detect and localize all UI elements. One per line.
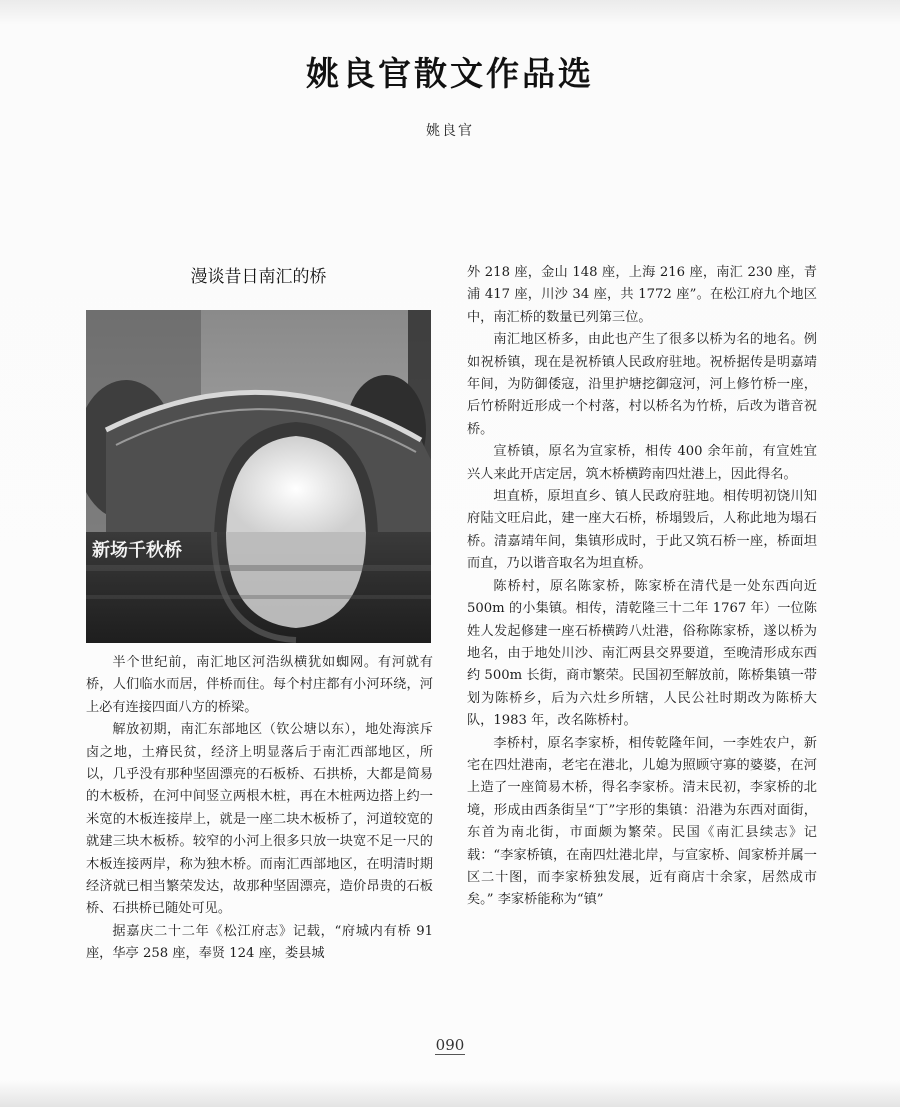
paragraph: 李桥村，原名李家桥，相传乾隆年间，一李姓农户，新宅在四灶港南，老宅在港北，儿媳为照顾守寡的婆婆，在河上造了一座简易木桥，得名李家桥。清末民初，李家桥的北境，形成由西条街呈“丁”字形的集镇：沿港为东西对面街，东首为南北街，市面颇为繁荣。民国《南汇县续志》记载：“李家桥镇，在南四灶港北岸，与宣家桥、闾家桥并属一区二十图，而李家桥独发展，近有商店十余家，居然成市矣。” 李家桥能称为“镇” — [467, 735, 817, 908]
bridge-photo — [86, 310, 431, 643]
article-body-left-column — [86, 652, 433, 966]
article-title: 漫谈昔日南汇的桥 — [190, 267, 327, 287]
page-number — [0, 1036, 900, 1054]
page-number-value: 090 — [435, 1036, 465, 1054]
book-title: 姚良官散文作品选 — [306, 54, 594, 93]
author-name: 姚良官 — [426, 123, 474, 139]
paragraph: 宣桥镇，原名为宣家桥，相传 400 余年前，有宣姓宜兴人来此开店定居，筑木桥横跨南四灶港上，因此得名。 — [467, 444, 817, 482]
paragraph: 陈桥村，原名陈家桥，陈家桥在清代是一处东西向近 500m 的小集镇。相传，清乾隆三十二年 1767 年）一位陈姓人发起修建一座石桥横跨八灶港，俗称陈家桥，遂以桥为地名，由于地处川沙、南汇两县交界要道，至晚清形成东西约 500m 长街，商市繁荣。民国初至解放前，陈桥集镇一带划为陈桥乡，后为六灶乡所辖，人民公社时期改为陈桥大队，1983 年，改名陈桥村。 — [467, 578, 817, 729]
photo-caption: 新场千秋桥 — [92, 540, 182, 561]
paragraph: 半个世纪前，南汇地区河浩纵横犹如蜘网。有河就有桥，人们临水而居，伴桥而住。每个村庄都有小河环绕，河上必有连接四面八方的桥梁。 — [86, 655, 433, 715]
paragraph: 据嘉庆二十二年《松江府志》记载，“府城内有桥 91 座，华亭 258 座，奉贤 124 座，娄县城 — [86, 923, 433, 962]
paragraph: 南汇地区桥多，由此也产生了很多以桥为名的地名。例如祝桥镇，现在是祝桥镇人民政府驻地。祝桥据传是明嘉靖年间，为防御倭寇，沿里护塘挖御寇河，河上修竹桥一座，后竹桥附近形成一个村落，村以桥名为竹桥，后改为谐音祝桥。 — [467, 332, 817, 437]
article-body-right-column — [467, 262, 817, 912]
paragraph: 解放初期，南汇东部地区（钦公塘以东），地处海滨斥卤之地，土瘠民贫，经济上明显落后于南汇西部地区，所以，几乎没有那种坚固漂亮的石板桥、石拱桥，大都是简易的木板桥，在河中间竖立两根木桩，再在木桩两边搭上约一米宽的木板连接岸上，就是一座二块木板桥了，河道较宽的就建三块木板桥。较窄的小河上很多只放一块宽不足一尺的木板连接两岸，称为独木桥。而南汇西部地区，在明清时期经济就已相当繁荣发达，故那种坚固漂亮，造价昂贵的石板桥、石拱桥已随处可见。 — [86, 722, 433, 917]
bridge-photo-icon — [86, 310, 431, 643]
paragraph: 坦直桥，原坦直乡、镇人民政府驻地。相传明初饶川知府陆文旺启此，建一座大石桥，桥塌毁后，人称此地为塌石桥。清嘉靖年间，集镇形成时，于此又筑石桥一座，桥面坦而直，乃以谐音取名为坦直桥。 — [467, 489, 817, 572]
paragraph: 外 218 座，金山 148 座，上海 216 座，南汇 230 座，青浦 417 座，川沙 34 座，共 1772 座”。在松江府九个地区中，南汇桥的数量已列第三位。 — [467, 265, 817, 325]
